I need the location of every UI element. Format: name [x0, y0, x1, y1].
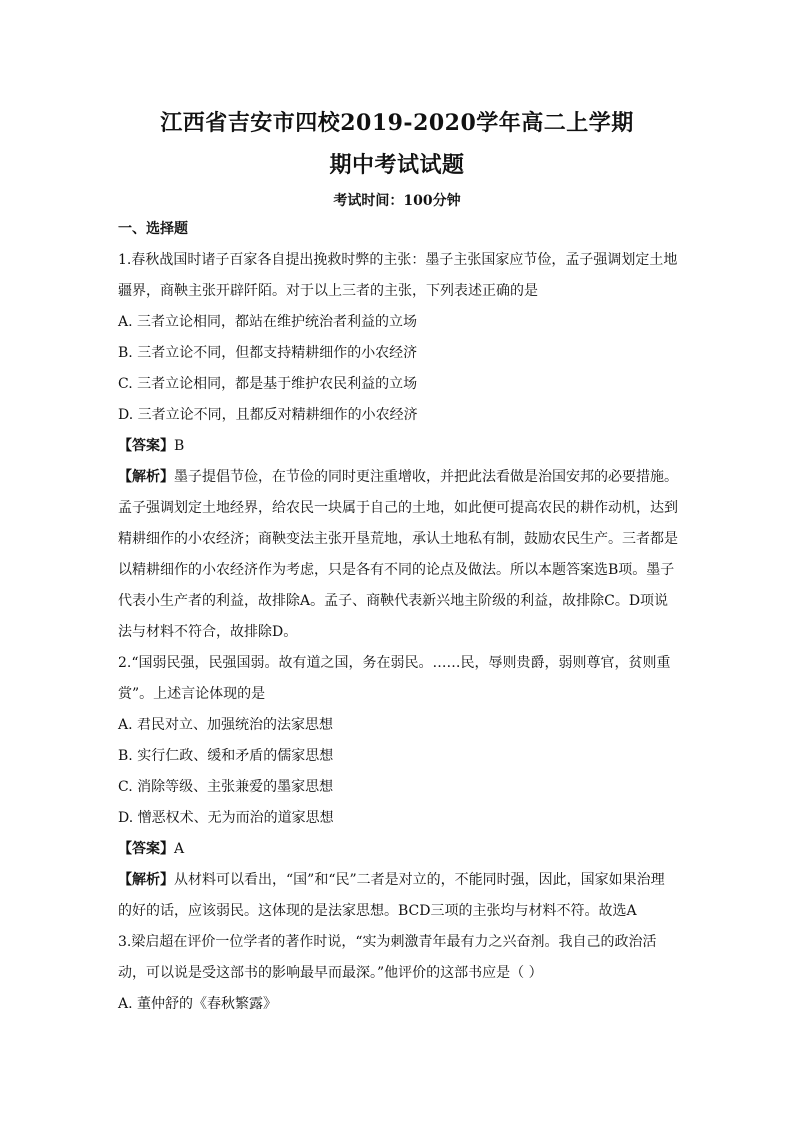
question-1-option-a: A. 三者立论相同，都站在维护统治者利益的立场: [118, 314, 418, 330]
question-3-option-a: A. 董仲舒的《春秋繁露》: [118, 996, 278, 1012]
question-1-option-b: B. 三者立论不同，但都支持精耕细作的小农经济: [118, 345, 418, 361]
section-heading: 一、选择题: [118, 221, 188, 237]
analysis-label: 【解析】: [118, 872, 174, 888]
question-1-analysis: [118, 462, 678, 648]
question-2-answer: [118, 834, 678, 865]
exam-time: 考试时间：100分钟: [333, 193, 461, 209]
question-2: [118, 648, 678, 927]
question-2-option-c: C. 消除等级、主张兼爱的墨家思想: [118, 779, 334, 795]
question-1-option-c: C. 三者立论相同，都是基于维护农民利益的立场: [118, 376, 418, 392]
answer-label: 【答案】: [118, 438, 174, 454]
question-2-option-d: D. 憎恶权术、无为而治的道家思想: [118, 810, 334, 826]
analysis-text: 墨子提倡节俭，在节俭的同时更注重增收，并把此法看做是治国安邦的必要措施。孟子强调划定土地经界，给农民一块属于自己的土地，如此便可提高农民的耕作动机，达到精耕细作的小农经济；商鞅变法主张开垦荒地，承认土地私有制，鼓励农民生产。三者都是以精耕细作的小农经济作为考虑，只是各有不同的论点及做法。所以本题答案选B项。墨子代表小生产者的利益，故排除A。孟子、商鞅代表新兴地主阶级的利益，故排除C。D项说法与材料不符合，故排除D。: [118, 469, 678, 640]
document-title-line-2: 期中考试试题: [329, 152, 465, 178]
question-1: [118, 245, 678, 648]
question-2-stem: 2.“国弱民强，民强国弱。故有道之国，务在弱民。……民，辱则贵爵，弱则尊官，贫则重赏”。上述言论体现的是: [118, 655, 671, 702]
question-1-answer: [118, 431, 678, 462]
analysis-label: 【解析】: [118, 469, 174, 485]
question-3: [118, 927, 678, 1020]
document-body: [118, 214, 678, 1020]
question-2-option-a: A. 君民对立、加强统治的法家思想: [118, 717, 334, 733]
answer-label: 【答案】: [118, 841, 174, 857]
document-title-line-1: 江西省吉安市四校2019-2020学年高二上学期: [160, 110, 634, 136]
question-2-analysis: [118, 865, 678, 927]
question-3-stem: 3.梁启超在评价一位学者的著作时说，“实为刺激青年最有力之兴奋剂。我自己的政治活动，可以说是受这部书的影响最早而最深。”他评价的这部书应是（ ）: [118, 934, 657, 981]
question-2-option-b: B. 实行仁政、缓和矛盾的儒家思想: [118, 748, 334, 764]
question-1-stem: 1.春秋战国时诸子百家各自提出挽救时弊的主张：墨子主张国家应节俭，孟子强调划定土地疆界，商鞅主张开辟阡陌。对于以上三者的主张，下列表述正确的是: [118, 252, 678, 299]
answer-value: B: [174, 438, 185, 454]
question-1-option-d: D. 三者立论不同，且都反对精耕细作的小农经济: [118, 407, 418, 423]
analysis-text: 从材料可以看出，“国”和“民”二者是对立的，不能同时强，因此，国家如果治理的好的话，应该弱民。这体现的是法家思想。BCD三项的主张均与材料不符。故选A: [118, 872, 665, 919]
answer-value: A: [174, 841, 185, 857]
